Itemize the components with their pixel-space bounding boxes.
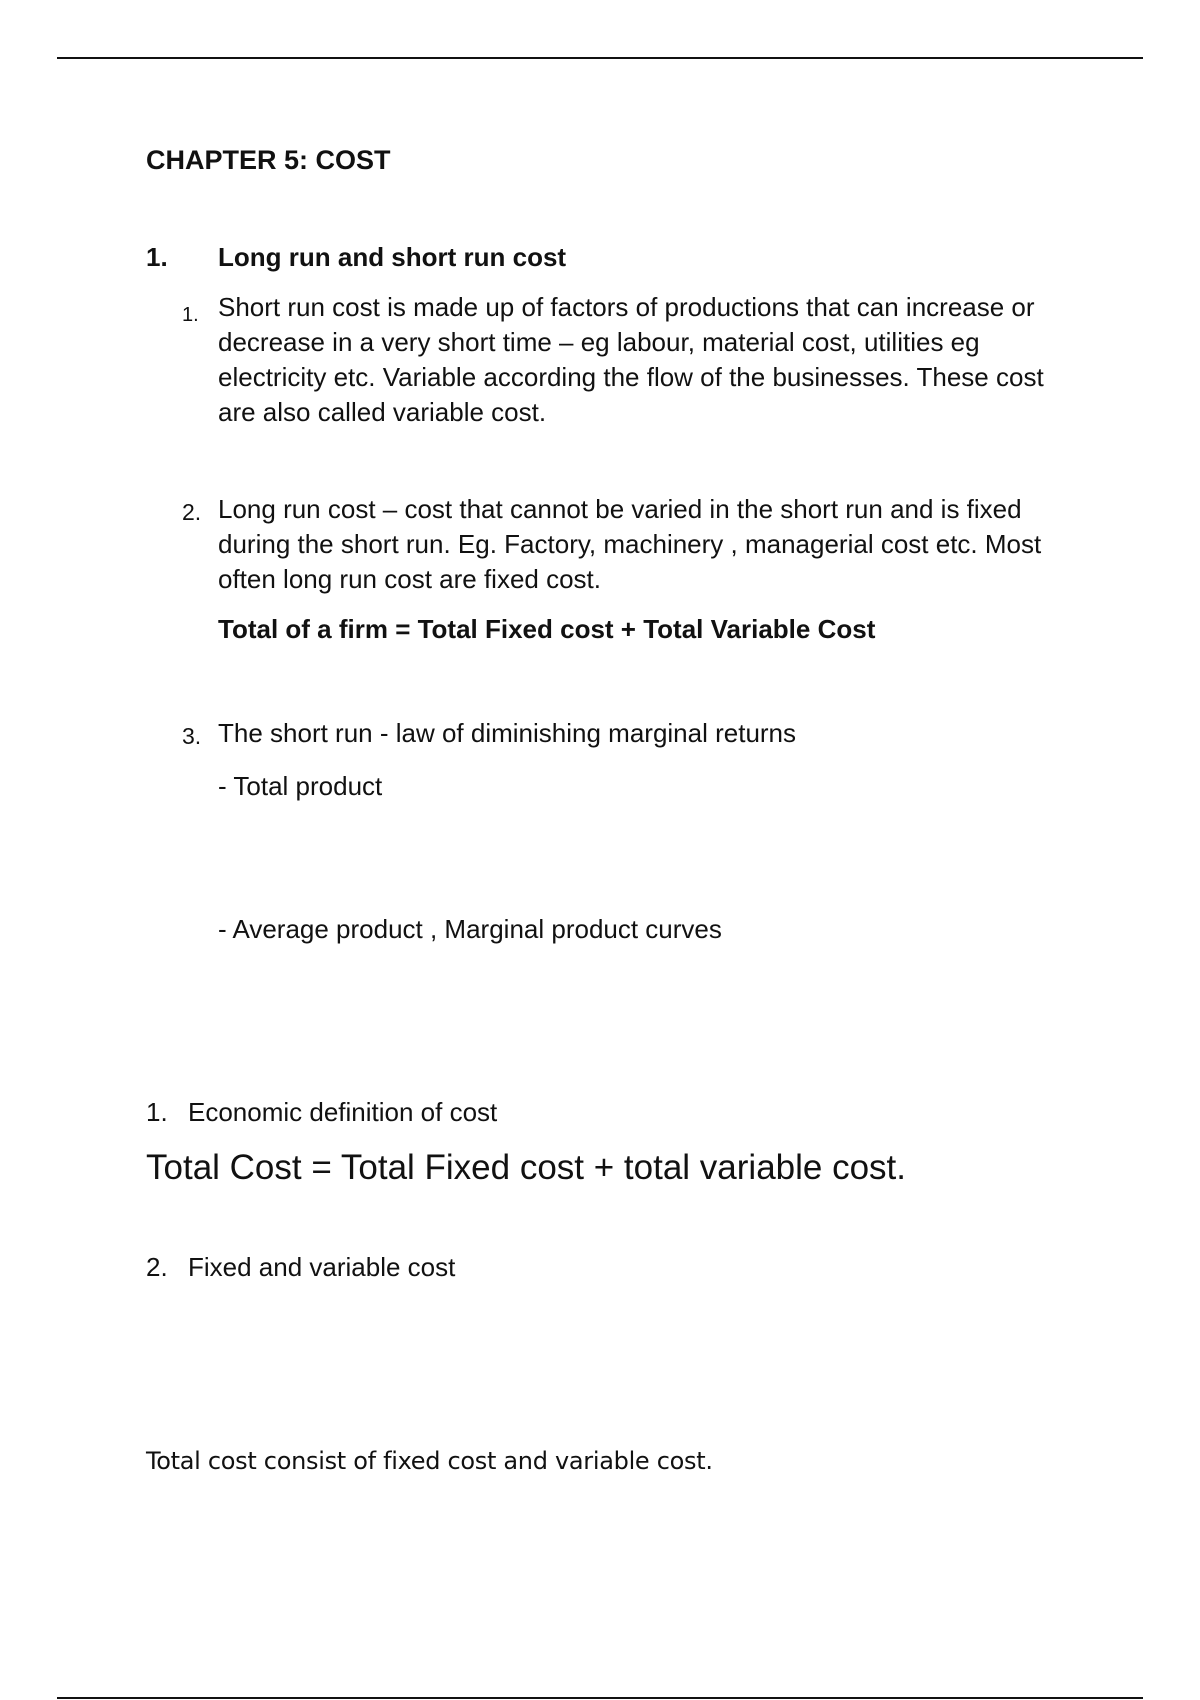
closing-note: Total cost consist of fixed cost and variable cost. [146, 1447, 713, 1475]
section-heading: Long run and short run cost [218, 242, 567, 272]
section-economic-definition [146, 1097, 497, 1128]
sub-point-total-product: - Total product [218, 771, 383, 801]
section-number: 1. [146, 1097, 168, 1127]
sub-point-average-marginal: - Average product , Marginal product curves [218, 914, 722, 944]
section-number: 2. [146, 1252, 168, 1282]
list-item-number: 3. [182, 723, 202, 749]
section-fixed-variable [146, 1252, 455, 1283]
list-item-number: 1. [182, 304, 199, 326]
total-cost-formula: Total Cost = Total Fixed cost + total variable cost. [146, 1148, 907, 1187]
list-item-diminishing-returns [182, 716, 1062, 751]
chapter-title: CHAPTER 5: COST [146, 145, 391, 175]
list-item-text: The short run - law of diminishing marginal returns [218, 718, 797, 748]
list-item-text: Short run cost is made up of factors of productions that can increase or decrease in a very short time – eg labour, material cost, utilities eg electricity etc. Variable according the flow of the businesses. These cost are also called variable cost. [218, 292, 1044, 427]
section-title: Fixed and variable cost [188, 1252, 456, 1282]
section-title: Economic definition of cost [188, 1097, 498, 1127]
list-item-long-run [182, 492, 1062, 597]
list-item-text: Long run cost – cost that cannot be varied in the short run and is fixed during the short run. Eg. Factory, machinery , managerial cost etc. Most often long run cost are fixed cost. [218, 494, 1042, 594]
top-rule [57, 57, 1143, 59]
list-item-short-run [182, 290, 1062, 430]
section-number: 1. [146, 242, 168, 272]
bottom-rule [57, 1697, 1143, 1699]
list-item-number: 2. [182, 499, 202, 525]
firm-total-cost-formula: Total of a firm = Total Fixed cost + Total Variable Cost [218, 614, 876, 644]
